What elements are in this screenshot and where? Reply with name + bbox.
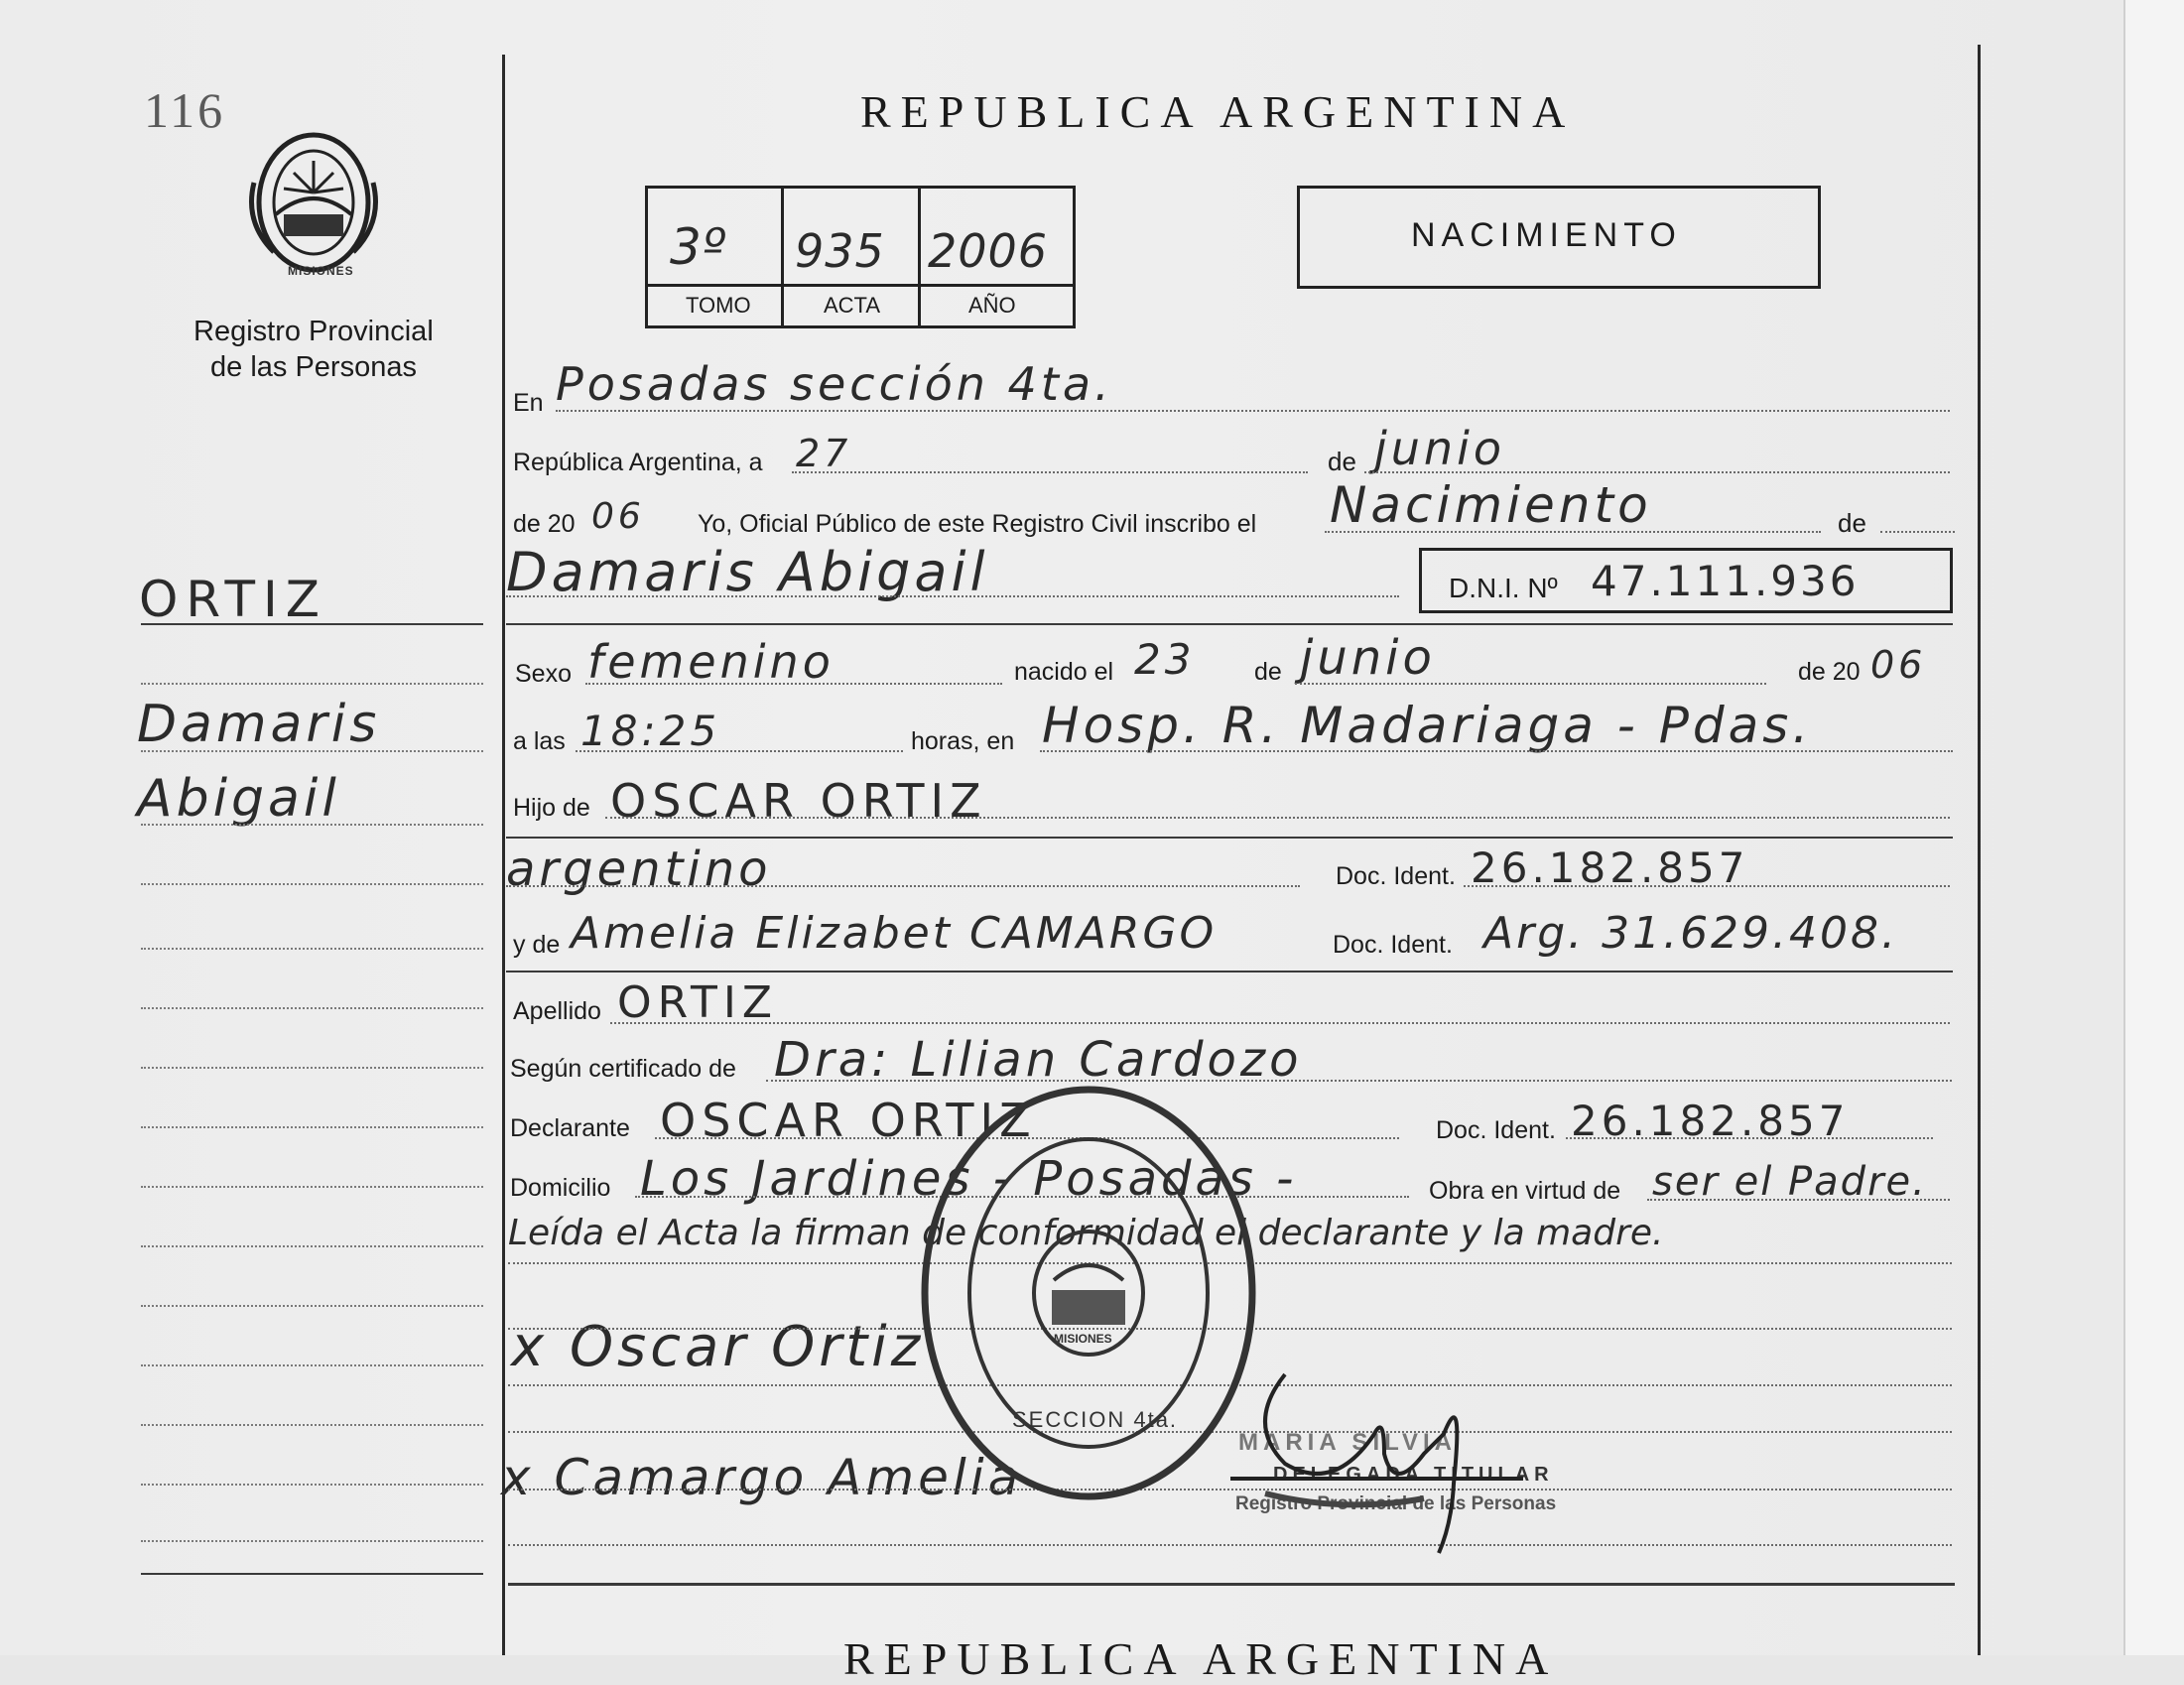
right-border-rule [1978,45,1981,1655]
seal-text-bottom: MISIONES [288,264,354,278]
apellido-label: Apellido [513,997,601,1025]
padre-value: OSCAR ORTIZ [610,774,987,828]
round-stamp-seal: MISIONES [1054,1332,1112,1346]
declarante-doc: 26.182.857 [1571,1097,1850,1145]
dni-label: D.N.I. Nº [1449,573,1558,603]
acta-value: 935 [795,224,885,278]
hora-label: a las [513,727,566,755]
hora-value: 18:25 [580,707,721,755]
en-label: En [513,389,544,417]
inscribo-suffix: de [1838,508,1866,538]
margin-surname: ORTIZ [139,571,327,628]
nacido-year: 06 [1870,643,1927,687]
obra-label: Obra en virtud de [1429,1177,1621,1205]
round-stamp-seccion: SECCION 4ta. [1012,1407,1179,1432]
apellido-value: ORTIZ [617,977,778,1028]
horas-label: horas, en [911,727,1015,755]
observacion: Leída el Acta la firman de conformidad el declarante y la madre. [508,1213,1664,1253]
year-value: 06 [591,496,645,537]
nacido-day: 23 [1134,635,1196,684]
nacido-month: junio [1300,630,1436,686]
declarante-value: OSCAR ORTIZ [660,1094,1037,1147]
record-type-box [1297,186,1821,289]
obra-value: ser el Padre. [1652,1159,1927,1205]
year-prefix: de 20 [513,510,576,538]
padre-nacionalidad: argentino [506,842,772,897]
page-title: REPUBLICA ARGENTINA [860,86,1576,137]
dni-value: 47.111.936 [1591,557,1860,605]
sexo-label: Sexo [515,660,572,688]
certificado-value: Dra: Lilian Cardozo [774,1032,1303,1088]
delegate-signature [1225,1345,1553,1593]
madre-value: Amelia Elizabet CAMARGO [571,908,1218,959]
domicilio-label: Domicilio [510,1174,611,1202]
registry-name-line2: de las Personas [210,351,417,383]
footer-title: REPUBLICA ARGENTINA [843,1633,1559,1684]
anio-label: AÑO [968,293,1016,318]
left-column-rule [502,55,505,1655]
madre-doc: Arg. 31.629.408. [1483,908,1899,959]
inscribo-text: Yo, Oficial Público de este Registro Civil inscribo el [698,510,1257,538]
tomo-value: 3º [670,218,727,276]
declarante-doc-label: Doc. Ident. [1436,1116,1556,1144]
madre-label: y de [513,931,561,959]
padre-doc: 26.182.857 [1471,843,1749,892]
padre-doc-label: Doc. Ident. [1336,862,1456,890]
delegate-name: MARIA SILVIA [1238,1429,1457,1456]
margin-given-name-2: Abigail [137,769,340,829]
nacido-year-prefix: de 20 [1798,658,1861,686]
child-name: Damaris Abigail [506,541,989,603]
firma-madre: x Camargo Amelia [501,1449,1023,1506]
record-type: NACIMIENTO [1411,216,1682,254]
dni-box [1419,548,1953,613]
provincial-seal-icon [244,123,383,287]
padre-label: Hijo de [513,794,590,822]
delegate-title: DELEGADA TITULAR [1273,1464,1554,1486]
acta-label: ACTA [824,293,881,318]
inscribo-value: Nacimiento [1330,476,1652,534]
fecha-label: República Argentina, a [513,449,763,476]
declarante-label: Declarante [510,1114,630,1142]
certificado-label: Según certificado de [510,1055,736,1083]
fecha-day: 27 [796,432,852,475]
registry-name-line1: Registro Provincial [193,316,434,347]
nacido-de-label: de [1254,658,1282,686]
domicilio-value: Los Jardines - Posadas - [640,1151,1298,1207]
margin-given-name-1: Damaris [137,695,381,754]
fecha-de-label: de [1328,447,1356,476]
fecha-month: junio [1374,422,1506,475]
en-value: Posadas sección 4ta. [556,357,1113,411]
anio-value: 2006 [928,224,1049,278]
tomo-label: TOMO [686,293,751,318]
sexo-value: femenino [587,635,835,689]
birth-place: Hosp. R. Madariaga - Pdas. [1042,697,1813,754]
delegate-registry: Registro Provincial de las Personas [1235,1493,1557,1514]
nacido-label: nacido el [1014,658,1114,686]
round-official-stamp [915,1077,1262,1508]
madre-doc-label: Doc. Ident. [1333,931,1453,959]
firma-padre: x Oscar Ortiz [511,1315,925,1379]
page-number: 116 [144,82,226,138]
page-edge [2123,0,2184,1655]
record-number-box [645,186,1076,328]
